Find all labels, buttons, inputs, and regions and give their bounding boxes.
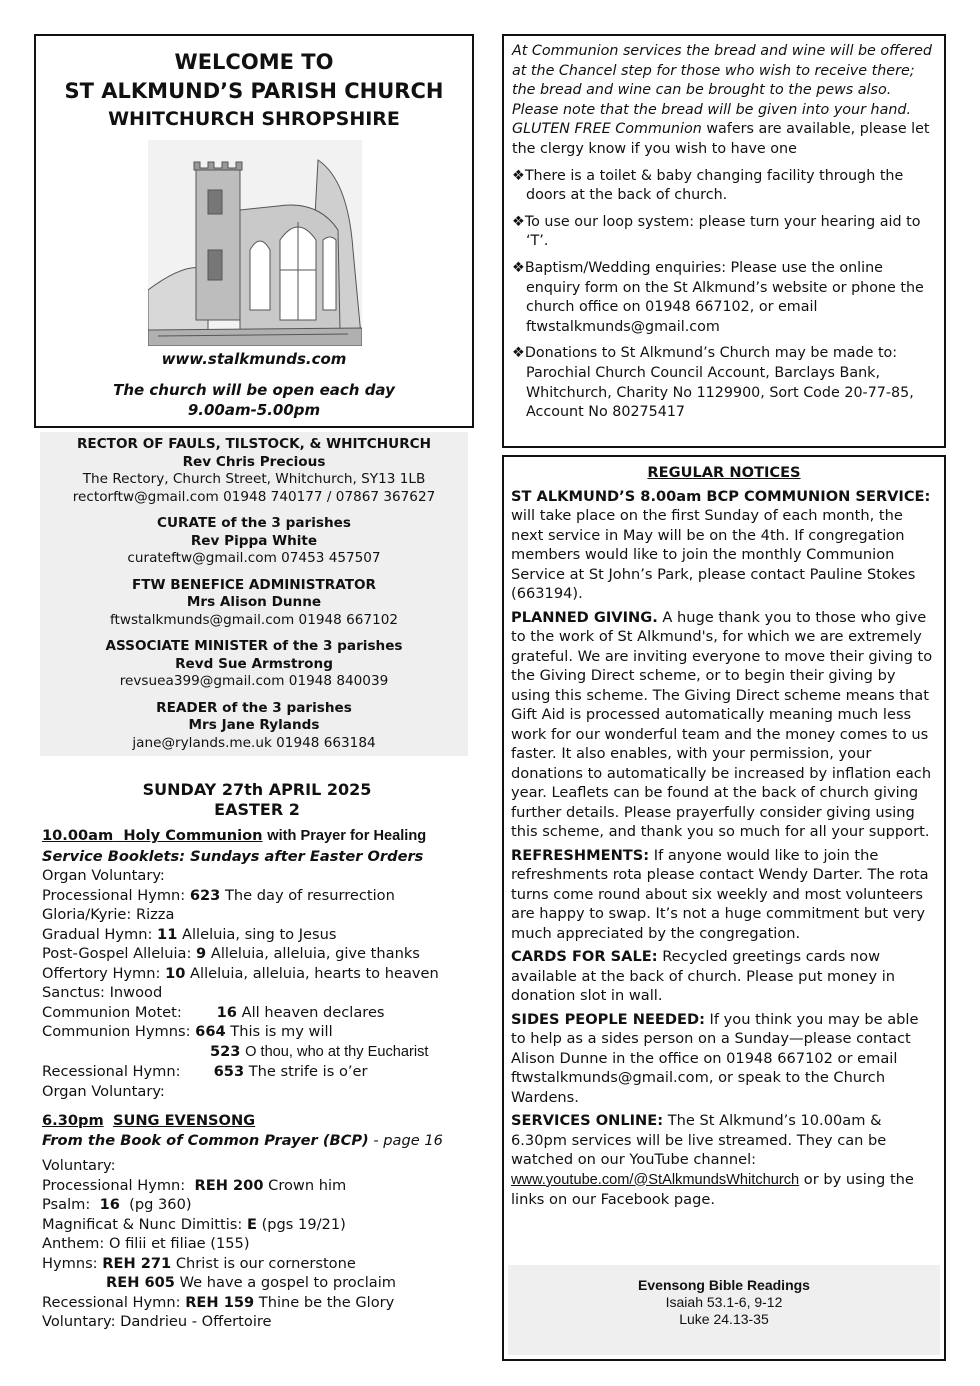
welcome-box — [34, 34, 474, 428]
morning-extra: with Prayer for Healing — [267, 828, 427, 844]
communion-info-text: At Communion services the bread and wine will be offered at the Chancel step for those who wish to receive there; the bread and wine can be brought to the pews also. Please note that the bread will be given into your hand. GLUTEN FREE Communion wafers are available, please let the clergy know if you wish to have one — [512, 43, 932, 157]
readings-title: Evensong Bible Readings — [638, 1277, 810, 1293]
evening-time: 6.30pm — [42, 1112, 104, 1129]
clergy-contact: curateftw@gmail.com 07453 457507 — [127, 550, 381, 566]
clergy-contact: jane@rylands.me.uk 01948 663184 — [132, 734, 376, 751]
clergy-title: CURATE of the 3 parishes — [157, 515, 351, 531]
clergy-administrator — [40, 577, 468, 630]
clergy-title: RECTOR OF FAULS, TILSTOCK, & WHITCHURCH — [76, 436, 432, 452]
notice-refreshments: REFRESHMENTS: If anyone would like to join the refreshments rota please contact Wendy Darter. The rota turns come round about six weekly and most volunteers are happy to swap. It’s not a huge commitment but very much appreciated by the congregation. — [511, 846, 929, 942]
evensong-readings — [508, 1265, 940, 1355]
sanctus: Sanctus: Inwood — [42, 984, 163, 1001]
church-website: www.stalkmunds.com — [161, 350, 347, 368]
evening-service-heading — [42, 1111, 472, 1131]
communion-motet: Communion Motet: 16 All heaven declares — [42, 1003, 385, 1021]
evening-hymn-2: REH 605 We have a gospel to proclaim — [106, 1274, 397, 1291]
clergy-name: Revd Sue Armstrong — [175, 655, 333, 672]
morning-service-heading — [42, 826, 472, 847]
reading-2: Luke 24.13-35 — [679, 1311, 769, 1327]
opening-hours: 9.00am-5.00pm — [187, 401, 321, 419]
clergy-title: FTW BENEFICE ADMINISTRATOR — [131, 576, 377, 593]
clergy-contact: ftwstalkmunds@gmail.com 01948 667102 — [109, 611, 399, 628]
clergy-name: Mrs Alison Dunne — [186, 594, 322, 610]
church-illustration — [148, 140, 362, 346]
clergy-contact: revsuea399@gmail.com 01948 840039 — [119, 673, 389, 689]
clergy-name: Rev Pippa White — [190, 532, 318, 549]
psalm: Psalm: 16 (pg 360) — [42, 1196, 192, 1213]
church-location: WHITCHURCH SHROPSHIRE — [108, 108, 400, 130]
magnificat: Magnificat & Nunc Dimittis: E (pgs 19/21) — [42, 1215, 346, 1233]
youtube-link[interactable]: www.youtube.com/@StAlkmundsWhitchurch — [511, 1171, 800, 1188]
offertory-hymn: Offertory Hymn: 10 Alleluia, alleluia, hearts to heaven — [42, 964, 439, 982]
gloria-kyrie: Gloria/Kyrie: Rizza — [42, 906, 175, 923]
clergy-address: The Rectory, Church Street, Whitchurch, SY13 1LB — [82, 471, 426, 487]
info-bullet-baptism: ❖Baptism/Wedding enquiries: Please use the online enquiry form on the St Alkmund’s website or phone the church office on 01948 667102, or email ftwstalkmunds@gmail.com — [512, 259, 924, 335]
post-gospel-alleluia: Post-Gospel Alleluia: 9 Alleluia, alleluia, give thanks — [42, 945, 420, 962]
evening-voluntary: Voluntary: — [42, 1157, 116, 1174]
anthem: Anthem: O filii et filiae (155) — [42, 1235, 250, 1252]
clergy-reader — [40, 700, 468, 753]
organ-voluntary: Organ Voluntary: — [42, 867, 165, 884]
communion-info-box — [502, 34, 946, 448]
evening-hymns: Hymns: REH 271 Christ is our cornerstone — [42, 1254, 356, 1272]
evening-voluntary-end: Voluntary: Dandrieu - Offertoire — [42, 1313, 272, 1330]
clergy-name: Mrs Jane Rylands — [188, 717, 320, 733]
reading-1: Isaiah 53.1-6, 9-12 — [665, 1294, 783, 1310]
gradual-hymn: Gradual Hymn: 11 Alleluia, sing to Jesus — [42, 925, 337, 943]
processional-hymn: Processional Hymn: 623 The day of resurrection — [42, 886, 395, 904]
clergy-contact: rectorftw@gmail.com 01948 740177 / 07867 367627 — [72, 488, 436, 505]
service-date: SUNDAY 27th APRIL 2025 — [142, 780, 372, 799]
notices-title: REGULAR NOTICES — [647, 464, 801, 481]
recessional-hymn: Recessional Hymn: 653 The strife is o’er — [42, 1063, 368, 1080]
notice-cards: CARDS FOR SALE: Recycled greetings cards now available at the back of church. Please put money in donation slot in wall. — [511, 948, 896, 1004]
communion-hymns: Communion Hymns: 664 This is my will — [42, 1023, 333, 1040]
clergy-curate — [40, 515, 468, 568]
clergy-contacts — [40, 432, 468, 756]
welcome-heading: WELCOME TO — [174, 50, 334, 74]
organ-voluntary-end: Organ Voluntary: — [42, 1082, 165, 1100]
info-bullet-loop: ❖To use our loop system: please turn your hearing aid to ‘T’. — [512, 213, 921, 250]
regular-notices-box — [502, 455, 946, 1361]
morning-service: Holy Communion — [123, 827, 263, 844]
church-name: ST ALKMUND’S PARISH CHURCH — [64, 79, 444, 103]
communion-hymn-2: 523 O thou, who at thy Eucharist — [210, 1042, 429, 1060]
sunday-services — [42, 780, 472, 1332]
clergy-title: ASSOCIATE MINISTER of the 3 parishes — [105, 638, 403, 654]
notice-bcp-communion: ST ALKMUND’S 8.00am BCP COMMUNION SERVICE: will take place on the first Sunday of each month, the next service in May will be on the 4th. If congregation members would like to join the monthly Communion Service at St John’s Park, please contact Pauline Stokes (663194). — [511, 487, 931, 602]
clergy-associate — [40, 638, 468, 691]
evening-recessional: Recessional Hymn: REH 159 Thine be the Glory — [42, 1293, 395, 1311]
service-week: EASTER 2 — [214, 800, 300, 819]
morning-time: 10.00am — [42, 827, 114, 844]
evening-service: SUNG EVENSONG — [112, 1112, 256, 1129]
info-bullet-donations: ❖Donations to St Alkmund’s Church may be made to: Parochial Church Council Account, Barclays Bank, Whitchurch, Charity No 1129900, Sort Code 20-77-85, Account No 80275417 — [512, 345, 914, 421]
notice-planned-giving: PLANNED GIVING. A huge thank you to those who give to the work of St Alkmund's, for which we are extremely grateful. We are inviting everyone to move their giving to the Giving Direct scheme, or to begin their giving by using this scheme. The Giving Direct scheme means that Gift Aid is processed automatically meaning much less work for our wonderful team and the money comes to us faster. It also enables, with your permission, your donations to automatically be increased by inflation each year. Leaflets can be found at the back of church giving further details. Please prayerfully consider giving using this scheme, and thank you so much for all your support. — [511, 608, 933, 840]
clergy-name: Rev Chris Precious — [182, 453, 326, 470]
notice-sides-people: SIDES PEOPLE NEEDED: If you think you may be able to help as a sides person on a Sunday—please contact Alison Dunne in the office on 01948 667102 or email ftwstalkmunds@gmail.com, or speak to the Church Wardens. — [511, 1010, 919, 1106]
service-booklets: Service Booklets: Sundays after Easter Orders — [42, 847, 424, 865]
info-bullet-toilet: ❖There is a toilet & baby changing facility through the doors at the back of church. — [512, 167, 904, 204]
evening-book: From the Book of Common Prayer (BCP) - page 16 — [42, 1131, 443, 1149]
opening-text: The church will be open each day — [113, 381, 395, 399]
evening-processional: Processional Hymn: REH 200 Crown him — [42, 1176, 347, 1194]
clergy-rector — [40, 436, 468, 506]
notice-services-online: SERVICES ONLINE: The St Alkmund’s 10.00am & 6.30pm services will be live streamed. They can be watched on our YouTube channel: www.youtube.com/@StAlkmundsWhitchurch or by using the links on our Facebook page. — [511, 1112, 914, 1208]
clergy-title: READER of the 3 parishes — [156, 699, 352, 716]
